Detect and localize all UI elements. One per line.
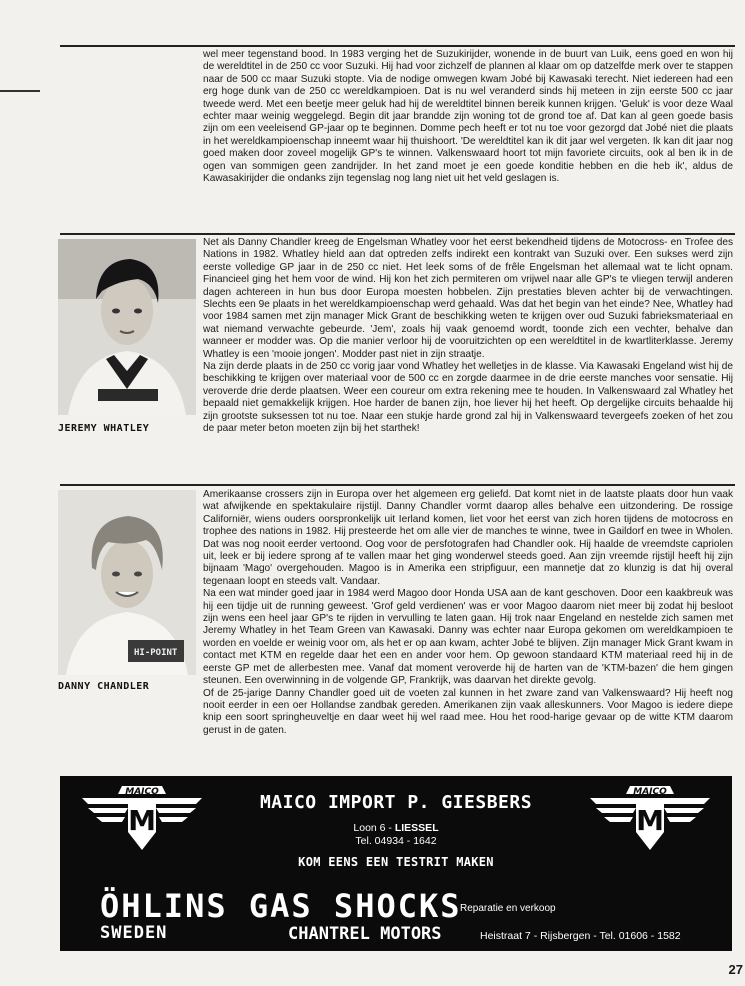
svg-text:MAICO: MAICO	[633, 787, 667, 797]
chandler-section	[203, 489, 733, 737]
whatley-section	[203, 237, 733, 436]
section-rule-chandler	[60, 484, 735, 486]
danny-chandler-photo	[58, 490, 196, 675]
svg-text:M: M	[128, 804, 156, 837]
chandler-text-1: Amerikaanse crossers zijn in Europa over het algemeen erg geliefd. Dat komt niet in de laatste plaats door hun vaak wat afwijkende en spektakulaire rijstijl. Danny Chandler vormt daarop alles behalve een uitzondering. De rossige Californiër, wiens ouders oorspronkelijk uit Ierland komen, liet voor het eerst van zich horen tijdens de motocross en trophee des nations in 1982. Hij presteerde het om alle vier de manches te winne, twee in Gaildorf en twee in Wholen. Dat was nog nooit eerder vertoond. Oog voor de persfotografen had Chandler ook. Hij haalde de vreemdste capriolen uit, leek er bij iedere sprong af te vallen maar het ging wonderwel steeds goed. Aan zijn vreemde rijstijl heeft hij zijn bijnaam 'Mago' overgehouden. Magoo is in Amerika een stripfiguur, een mannetje dat zo klunzig is dat hij overal tegenaan loopt en steeds valt. Vandaar.	[203, 489, 733, 587]
section-rule-whatley	[60, 233, 735, 235]
ohlins-service: Reparatie en verkoop	[460, 903, 556, 914]
ohlins-brand: ÖHLINS GAS SHOCKS	[100, 887, 462, 925]
chandler-text-3: Of de 25-jarige Danny Chandler goed uit de voeten zal kunnen in het zware zand van Valkenswaard? Hij heeft nog nooit eerder in een oer Hollandse zandbak gereden. Amerikanen zijn vaak alleskunners. Voor Magoo is iedere diepe knip een soort springheuveltje en daar weet hij wel raad mee. Hou het rood-harige gevaar op de witte KTM daarom gerust in de gaten.	[203, 687, 733, 736]
svg-text:M: M	[636, 804, 664, 837]
svg-text:MAICO: MAICO	[125, 787, 159, 797]
top-rule	[60, 45, 735, 47]
chantrel-address: Heistraat 7 - Rijsbergen - Tel. 01606 - 1582	[480, 930, 681, 942]
maico-address-line: Loon 6 -	[353, 822, 395, 834]
page-number: 27	[728, 962, 743, 977]
margin-rule	[0, 90, 40, 92]
chandler-text-2: Na een wat minder goed jaar in 1984 werd Magoo door Honda USA aan de kant geschoven. Door een kaakbreuk was hij een tijdje uit de running geweest. 'Grof geld verdienen' was er voor Magoo daarom niet meer bij zodat hij besloot zijn wens een heel jaar GP's te rijden in vervulling te laten gaan. Hij trok naar Engeland en nestelde zich samen met Jeremy Whatley in het Team Green van Kawasaki. Danny was echter naar Europa gekomen om wereldkampioen te worden en voelde er weinig voor om, als het er op aan kwam, achter Jobé te blijven. Zijn manager Mick Grant kwam in contact met KTM en regelde daar het een en ander voor hem. Op gewoon standaard KTM materiaal reed hij in de eerste GP met de allerbesten mee. Vanaf dat moment veroverde hij de harten van de 'KTM-bazen' die hem gingen steunen. Een overwinning in de volgende GP, Frankrijk, was daarvan het direkte gevolg.	[203, 588, 733, 687]
maico-title: MAICO IMPORT P. GIESBERS	[259, 792, 533, 813]
maico-address	[60, 822, 732, 848]
chandler-portrait-icon	[58, 490, 196, 675]
whatley-text-2: Na zijn derde plaats in de 250 cc vorig jaar vond Whatley het welletjes in de klasse. Via Kawasaki Engeland wist hij de beschikking te krijgen over materiaal voor de 500 cc en zorgde daarmee in de drie eerste manches voor sensatie. Hij veroverde drie derde plaatsen. Weer een coureur om extra rekening mee te houden. In Valkenswaard zal Whatley het bepaald niet gemakkelijk krijgen. Hoe harder de banen zijn, hoe liever hij het heeft. Op dergelijke circuits behaalde hij zijn grootste suksessen tot nu toe. Naar een stukje harde grond zal hij in Valkenswaard tevergeefs zoeken of het zou de paar meter beton moeten zijn bij het starthek!	[203, 361, 733, 435]
maico-town: LIESSEL	[394, 822, 439, 834]
jobe-paragraph	[203, 49, 733, 185]
whatley-caption: JEREMY WHATLEY	[58, 423, 150, 434]
ohlins-advert	[60, 881, 732, 951]
intro-text: wel meer tegenstand bood. In 1983 verging het de Suzukirijder, wonende in de buurt van Luik, eens goed en won hij de wereldtitel in de 250 cc voor Suzuki. Hij had voor zichzelf de plannen al klaar om op datzelfde merk over te stappen naar de 500 cc maar Suzuki stopte. Via de nodige omwegen kwam Jobé bij Kawasaki terecht. Niet iedereen had een erg hoge dunk van de 250 cc wereldkampioen. Dat is nu wel veranderd sinds hij meteen in zijn eerste 500 cc jaar tweede werd. Met een beetje meer geluk had hij de wereldtitel binnen bereik kunnen krijgen. 'Geluk' is voor deze Waal echter maar weinig weggelegd. Begin dit jaar brandde zijn woning tot de grond toe af. Dat kan al geen goede basis zijn om een veeleisend GP-jaar op te beginnen. Domme pech heeft er tot nu toe voor gezorgd dat Jobé niet die plaats in het wereldkampioenschap inneemt waar hij thuishoort. 'De wereldtitel kan ik dit jaar wel vergeten. Ik kan dit jaar nog goed maken door zoveel mogelijk GP's te winnen. Valkenswaard hoort tot mijn favoriete circuits, ook al ben ik in de ogen van sommigen geen zandrijder. In het zand moet je een goede konditie hebben en die heb ik', aldus de Kawasakirijder die ondanks zijn tegenslag nog lang niet uit het veld geslagen is.	[203, 49, 733, 185]
maico-advert	[60, 776, 732, 881]
chandler-caption: DANNY CHANDLER	[58, 681, 150, 692]
maico-slogan: KOM EENS EEN TESTRIT MAKEN	[298, 855, 494, 869]
whatley-text-1: Net als Danny Chandler kreeg de Engelsman Whatley voor het eerst bekendheid tijdens de Motocross- en Trofee des Nations in 1982. Whatley hield aan dat optreden zelfs indirekt een kontrakt van Suzuki over. Een sukses werd zijn eerste volledige GP jaar in de 250 cc niet. Het leek soms of de frêle Engelsman het allemaal wat te licht opnam. Financieel ging het hem voor de wind. Hij kon het zich permiteren om vrijwel naar alle GP's te vliegen terwijl anderen dagen achtereen in hun bus door Europa moesten hobbelen. Zijn prestaties bleven achter bij de verwachtingen. Slechts een 9e plaats in het wereldkampioenschap werd gehaald. Was dat het begin van het einde? Nee, Whatley had voor 1984 samen met zijn manager Mick Grant de beschikking weten te krijgen over oud Suzuki fabrieksmateriaal en wat niemand verwachte gebeurde. 'Jem', zoals hij vaak genoemd wordt, toonde zich een vechter, behalve dan wanneer er modder was. Op die manier verloor hij de vooruitzichten op een wereldtitel in de kwartliterklasse. Jeremy Whatley is een 'mooie jongen'. Modder past niet in zijn straatje.	[203, 237, 733, 360]
ohlins-country: SWEDEN	[100, 923, 168, 943]
maico-phone: Tel. 04934 - 1642	[355, 835, 437, 847]
jeremy-whatley-photo	[58, 239, 196, 415]
whatley-portrait-icon	[58, 239, 196, 415]
chantrel-dealer: CHANTREL MOTORS	[288, 924, 442, 944]
svg-text:HI-POINT: HI-POINT	[134, 648, 178, 658]
